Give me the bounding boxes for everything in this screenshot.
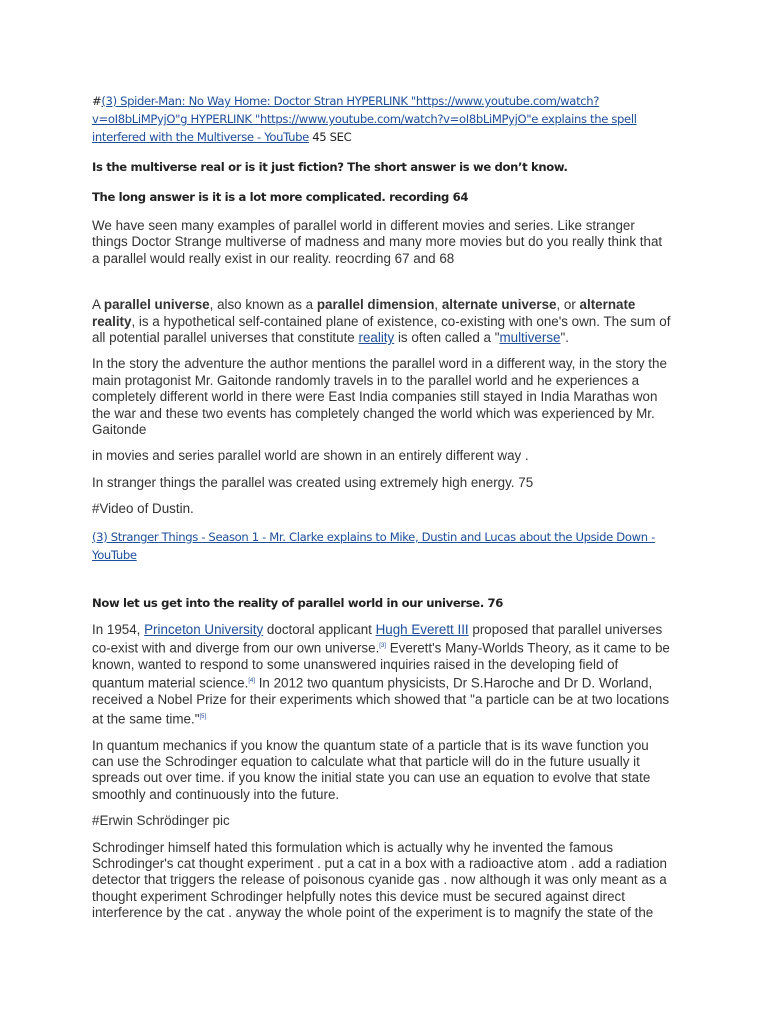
duration-note: 45 SEC	[308, 130, 352, 144]
schrodinger-pic-note: #Erwin Schrödinger pic	[92, 813, 230, 829]
movies-paragraph: in movies and series parallel world are shown in an entirely different way .	[92, 448, 529, 464]
citation-4[interactable]: [4]	[248, 678, 255, 685]
everett-link[interactable]: Hugh Everett III	[375, 621, 469, 637]
term-alternate-universe: alternate universe	[441, 297, 557, 313]
citation-5[interactable]: [5]	[199, 713, 207, 720]
reality-link[interactable]: reality	[358, 330, 395, 346]
dustin-video-note: #Video of Dustin.	[92, 501, 194, 517]
quantum-paragraph: In quantum mechanics if you know the quantum state of a particle that is its wave function you can use the Schrodinger equation to calculate what that particle will do in the future usually it spreads out over time. if you know the initial state you can use an equation to evolve that state smoothly and continuously into the future.	[92, 737, 651, 802]
citation-3[interactable]: [3]	[379, 643, 386, 650]
stranger-things-video-link[interactable]: (3) Stranger Things - Season 1 - Mr. Clarke explains to Mike, Dustin and Lucas about the Upside Down - YouTube	[92, 529, 655, 562]
princeton-link[interactable]: Princeton University	[144, 621, 264, 637]
everett-paragraph: In 1954, Princeton University doctoral applicant Hugh Everett III proposed that parallel universes co-exist with and diverge from our own universe.[3] Everett's Many-Worlds Theory, as it came to be known, wanted to respond to some unanswered inquiries raised in the developing field of quantum material science.[4] In 2012 two quantum physicists, Dr S.Haroche and Dr D. Worland, received a Nobel Prize for their experiments which showed that "a particle can be at two locations at the same time."[5]	[92, 621, 670, 727]
stranger-things-link-para	[92, 528, 672, 564]
document-body	[92, 92, 672, 922]
hash-mark: #	[92, 94, 102, 108]
long-answer: The long answer is it is a lot more complicated. recording 64	[92, 190, 469, 204]
reality-heading: Now let us get into the reality of parallel world in our universe. 76	[92, 595, 503, 610]
definition-paragraph: A parallel universe, also known as a parallel dimension, alternate universe, or alternate reality, is a hypothetical self-contained plane of existence, co-existing with one's own. The sum of all potential parallel universes that constitute reality is often called a "multiverse".	[92, 297, 671, 346]
stranger-things-paragraph: In stranger things the parallel was created using extremely high energy. 75	[92, 474, 534, 490]
multiverse-question: Is the multiverse real or is it just fiction? The short answer is we don’t know.	[92, 160, 568, 174]
spiderman-video-link[interactable]: (3) Spider-Man: No Way Home: Doctor Stran HYPERLINK "https://www.youtube.com/watch?v=oI8bLiMPyjO"g HYPERLINK "https://www.youtube.com/watch?v=oI8bLiMPyjO"e explains the spell interfered with the Multiverse - YouTube	[92, 94, 637, 144]
intro-paragraph: We have seen many examples of parallel world in different movies and series. Like stranger things Doctor Strange multiverse of madness and many more movies but do you really think that a parallel would really exist in our reality. reocrding 67 and 68	[92, 218, 663, 266]
youtube-reference	[92, 92, 672, 146]
term-parallel-dimension: parallel dimension	[316, 297, 435, 313]
term-alternate-reality: alternate reality	[92, 297, 636, 329]
term-parallel-universe: parallel universe	[103, 297, 210, 313]
schrodinger-paragraph: Schrodinger himself hated this formulation which is actually why he invented the famous Schrodinger's cat thought experiment . put a cat in a box with a radioactive atom . add a radiation detector that triggers the release of poisonous cyanide gas . now although it was only meant as a thought experiment Schrodinger helpfully notes this device must be secured against direct interference by the cat . anyway the whole point of the experiment is to magnify the state of the	[92, 839, 667, 921]
story-paragraph: In the story the adventure the author mentions the parallel word in a different way, in the story the main protagonist Mr. Gaitonde randomly travels in to the parallel world and he experiences a completely different world in there were East India companies still stayed in India Marathas won the war and these two events has completely changed the world which was experienced by Mr. Gaitonde	[92, 356, 667, 438]
multiverse-link[interactable]: multiverse	[499, 330, 561, 346]
